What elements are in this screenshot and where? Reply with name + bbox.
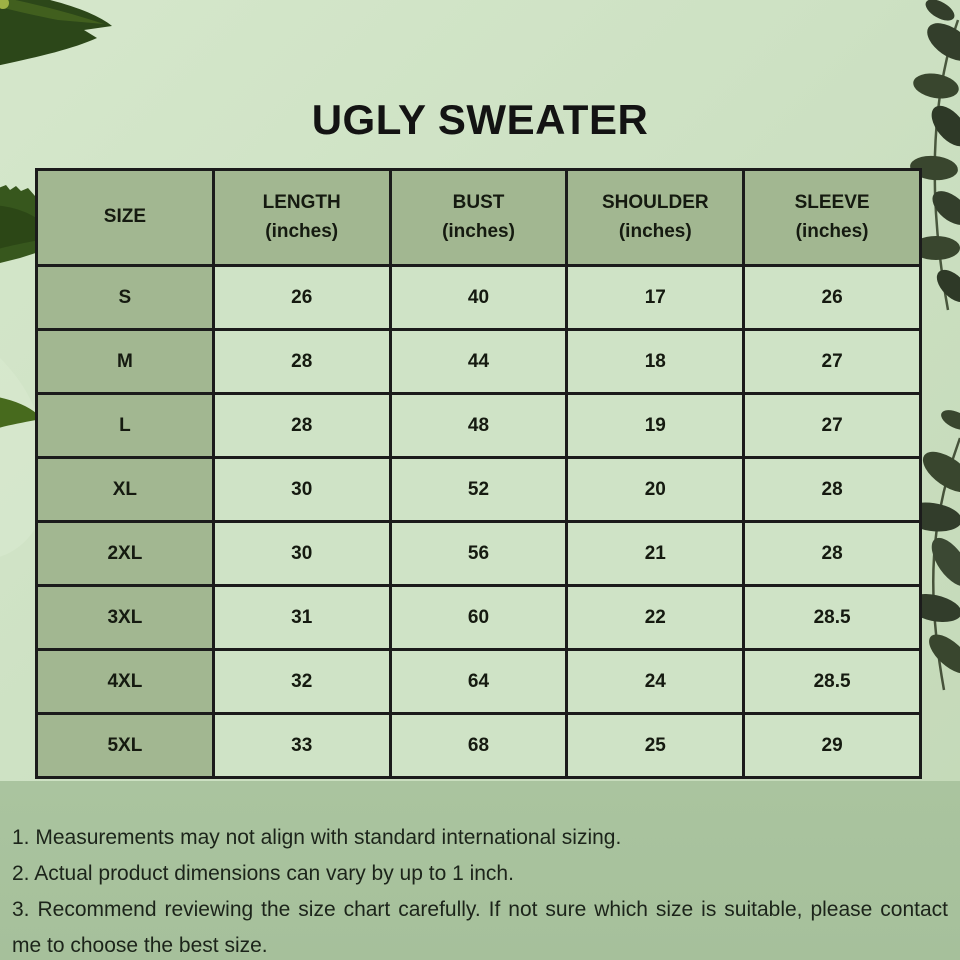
length-cell: 30	[213, 458, 390, 522]
column-label: BUST	[452, 192, 505, 213]
shoulder-cell: 19	[567, 394, 744, 458]
column-header-shoulder	[567, 170, 744, 266]
size-chart-header	[37, 170, 921, 266]
shoulder-cell: 20	[567, 458, 744, 522]
size-cell: 4XL	[37, 650, 214, 714]
length-cell: 28	[213, 330, 390, 394]
sleeve-cell: 26	[744, 266, 921, 330]
shoulder-cell: 17	[567, 266, 744, 330]
table-row	[37, 330, 921, 394]
table-row	[37, 650, 921, 714]
sleeve-cell: 28.5	[744, 650, 921, 714]
note-2: 2. Actual product dimensions can vary by up to 1 inch.	[12, 862, 514, 885]
column-label: SLEEVE	[794, 192, 870, 213]
column-unit: (inches)	[265, 220, 339, 242]
header-row	[37, 170, 921, 266]
table-row	[37, 522, 921, 586]
notes-section	[12, 820, 948, 960]
sleeve-cell: 28	[744, 522, 921, 586]
sleeve-cell: 28.5	[744, 586, 921, 650]
size-cell: 5XL	[37, 714, 214, 778]
size-cell: 3XL	[37, 586, 214, 650]
table-row	[37, 586, 921, 650]
column-label: SIZE	[103, 206, 147, 228]
bust-cell: 64	[390, 650, 567, 714]
sleeve-cell: 27	[744, 394, 921, 458]
table-row	[37, 458, 921, 522]
length-cell: 28	[213, 394, 390, 458]
sleeve-cell: 28	[744, 458, 921, 522]
bust-cell: 60	[390, 586, 567, 650]
length-cell: 33	[213, 714, 390, 778]
column-label: SHOULDER	[601, 192, 709, 213]
size-cell: XL	[37, 458, 214, 522]
note-3: 3. Recommend reviewing the size chart carefully. If not sure which size is suitable, please contact me to choose the best size.	[12, 898, 948, 957]
column-header-sleeve	[744, 170, 921, 266]
column-header-bust	[390, 170, 567, 266]
size-cell: L	[37, 394, 214, 458]
bust-cell: 68	[390, 714, 567, 778]
bust-cell: 44	[390, 330, 567, 394]
shoulder-cell: 22	[567, 586, 744, 650]
note-1: 1. Measurements may not align with standard international sizing.	[12, 826, 622, 849]
table-row	[37, 714, 921, 778]
shoulder-cell: 25	[567, 714, 744, 778]
bust-cell: 40	[390, 266, 567, 330]
shoulder-cell: 24	[567, 650, 744, 714]
column-unit: (inches)	[618, 220, 692, 242]
length-cell: 31	[213, 586, 390, 650]
column-label: LENGTH	[262, 192, 341, 213]
leaf-decoration-top-left	[0, 0, 112, 68]
size-chart-table	[35, 168, 922, 779]
column-header-size	[37, 170, 214, 266]
table-row	[37, 266, 921, 330]
size-cell: 2XL	[37, 522, 214, 586]
column-unit: (inches)	[795, 220, 869, 242]
size-cell: S	[37, 266, 214, 330]
shoulder-cell: 21	[567, 522, 744, 586]
size-chart-body	[37, 266, 921, 778]
bust-cell: 48	[390, 394, 567, 458]
size-cell: M	[37, 330, 214, 394]
length-cell: 26	[213, 266, 390, 330]
length-cell: 30	[213, 522, 390, 586]
bust-cell: 56	[390, 522, 567, 586]
page-title: UGLY SWEATER	[311, 96, 649, 144]
table-row	[37, 394, 921, 458]
length-cell: 32	[213, 650, 390, 714]
column-unit: (inches)	[442, 220, 515, 242]
sleeve-cell: 29	[744, 714, 921, 778]
shoulder-cell: 18	[567, 330, 744, 394]
bust-cell: 52	[390, 458, 567, 522]
column-header-length	[213, 170, 390, 266]
sleeve-cell: 27	[744, 330, 921, 394]
